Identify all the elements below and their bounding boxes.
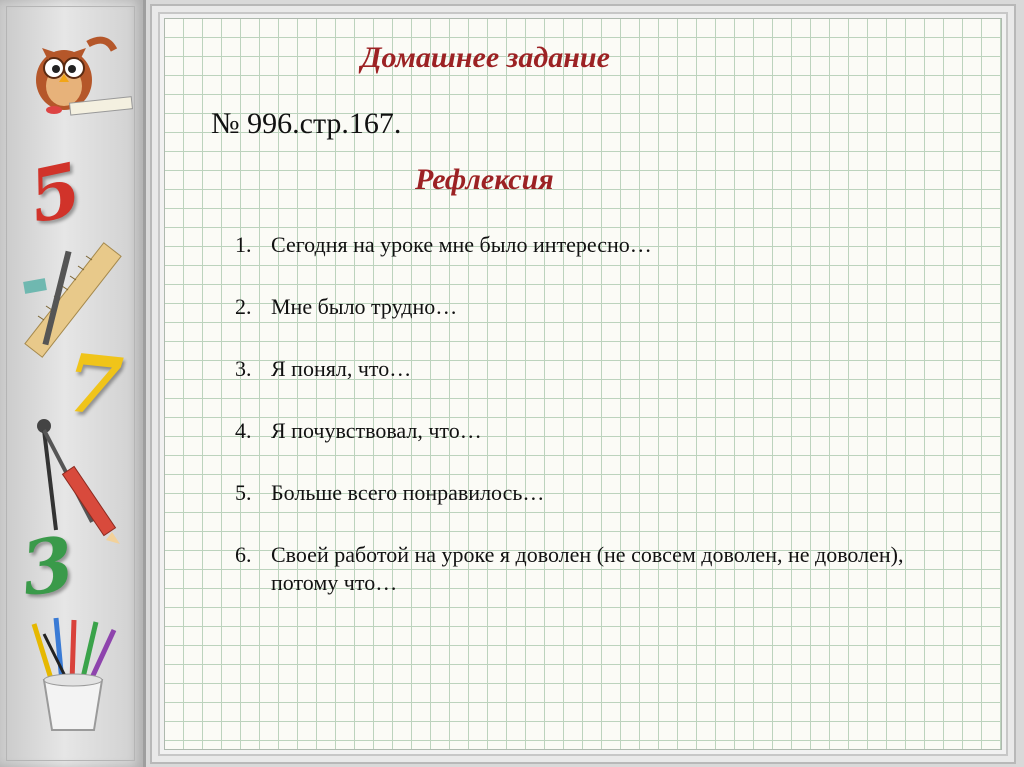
list-item: [235, 231, 935, 259]
list-item-number: 4.: [235, 418, 252, 443]
list-item: [235, 293, 935, 321]
list-item-number: 3.: [235, 356, 252, 381]
slide-frame: [150, 4, 1016, 764]
list-item: [235, 417, 935, 445]
digit-five-decoration: 5: [21, 145, 89, 240]
list-item: [235, 541, 935, 597]
reflection-heading: Рефлексия: [415, 163, 554, 196]
digit-three-decoration: 3: [16, 520, 80, 614]
digit-seven-decoration: 7: [61, 335, 127, 435]
list-item-text: Я почувствовал, что…: [271, 418, 482, 443]
slide-title: Домашнее задание: [361, 41, 610, 74]
list-item-text: Больше всего понравилось…: [271, 480, 545, 505]
list-item-number: 2.: [235, 294, 252, 319]
reflection-list: [235, 231, 935, 597]
decorative-sidebar: [0, 0, 146, 767]
list-item-number: 6.: [235, 542, 252, 567]
list-item: [235, 479, 935, 507]
list-item-text: Я понял, что…: [271, 356, 412, 381]
pencil-cup-icon: [22, 616, 126, 736]
list-item-number: 5.: [235, 480, 252, 505]
list-item-number: 1.: [235, 232, 252, 257]
owl-icon: [14, 30, 136, 118]
list-item-text: Сегодня на уроке мне было интересно…: [271, 232, 652, 257]
list-item-text: Мне было трудно…: [271, 294, 458, 319]
homework-task: № 996.стр.167.: [211, 107, 402, 140]
grid-paper: [164, 18, 1002, 750]
list-item: [235, 355, 935, 383]
list-item-text: Своей работой на уроке я доволен (не совсем доволен, не доволен), потому что…: [271, 542, 904, 595]
